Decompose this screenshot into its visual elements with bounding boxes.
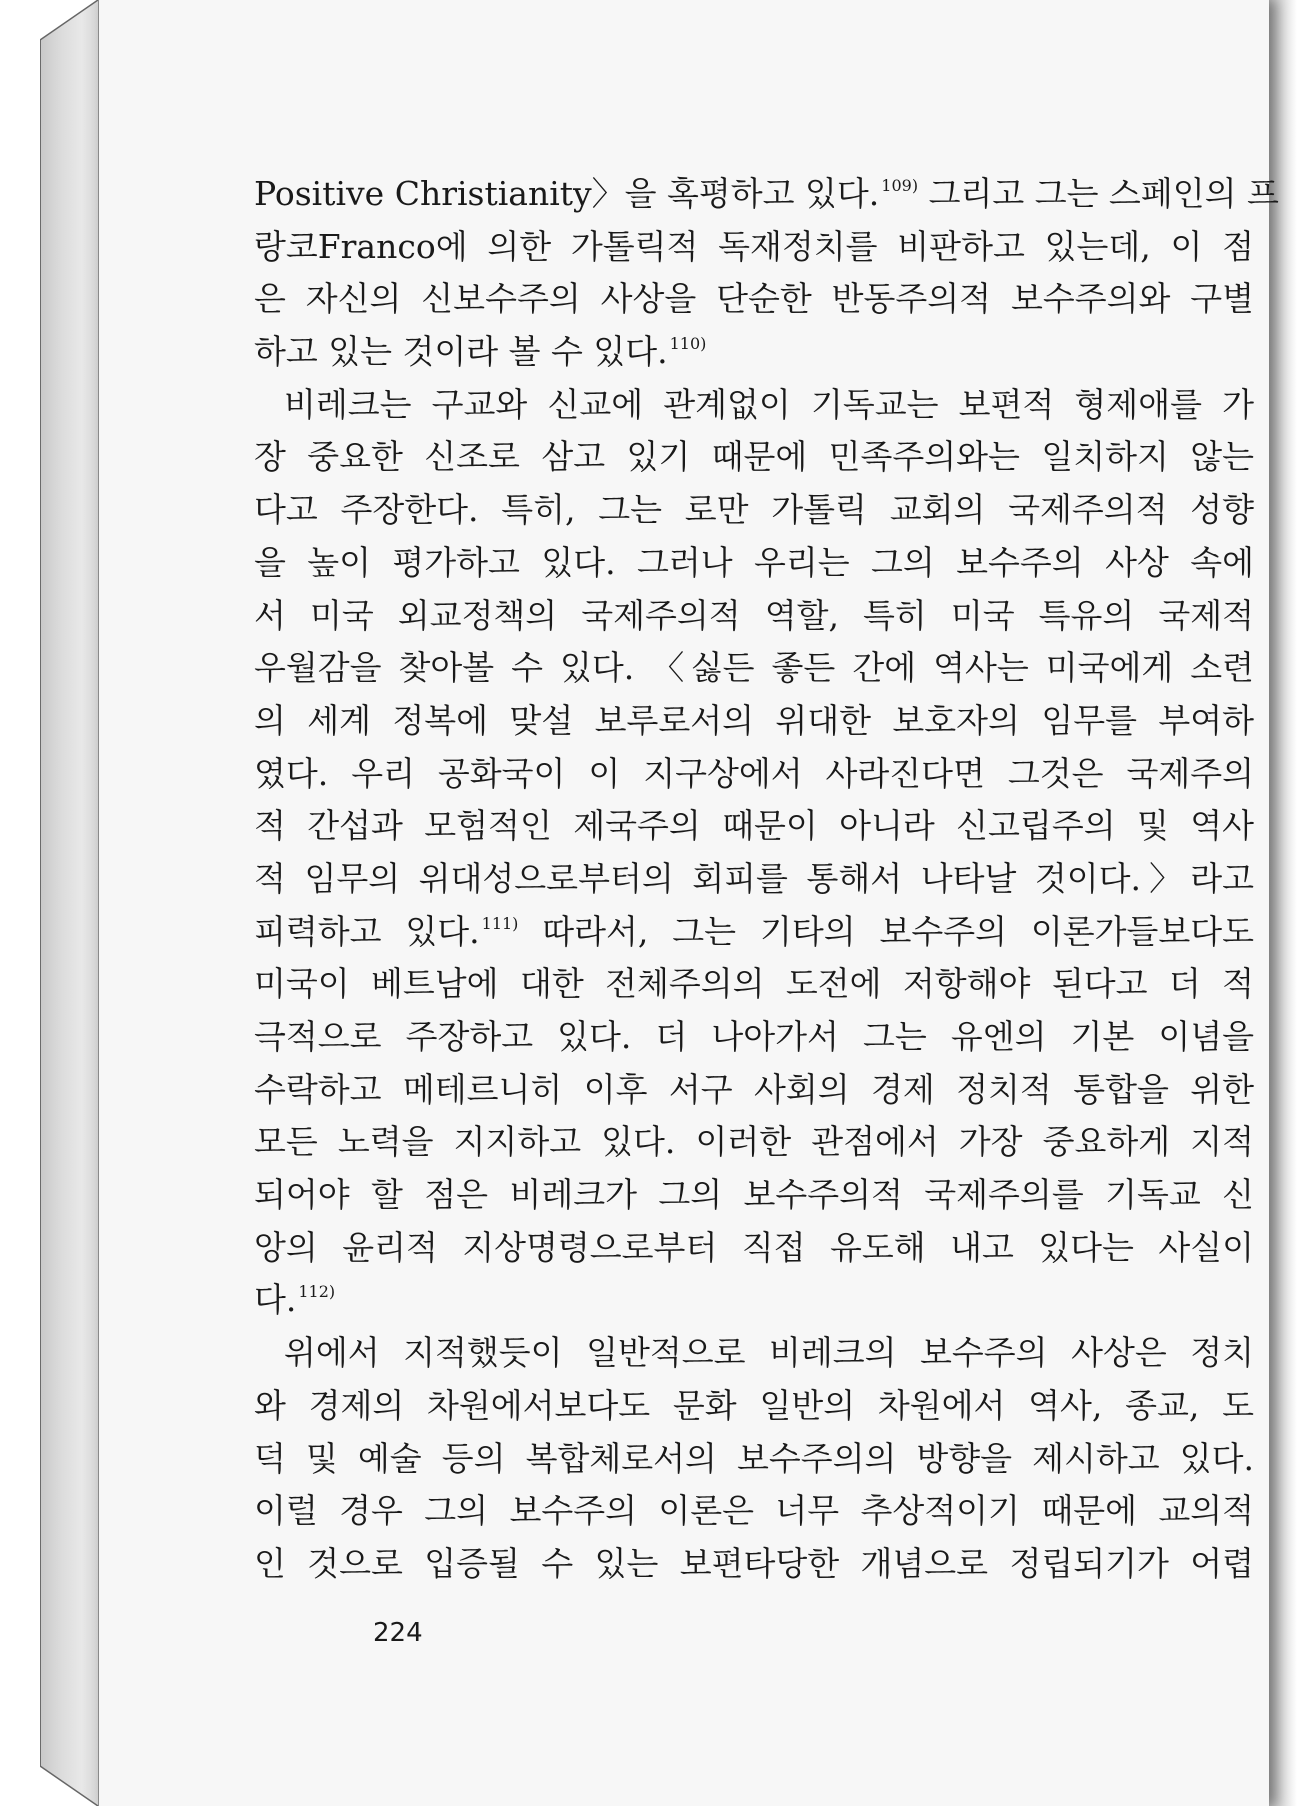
line-text: 미국이 베트남에 대한 전체주의의 도전에 저항해야 된다고 더 적	[254, 964, 1254, 1004]
book-page	[98, 0, 1279, 1806]
text-line	[254, 1222, 1254, 1275]
text-line	[254, 326, 1254, 379]
page-number: 224	[373, 1618, 423, 1648]
text-line	[254, 748, 1254, 801]
page-shadow	[1268, 0, 1297, 1806]
text-line	[254, 642, 1254, 695]
line-text: 비레크는 구교와 신교에 관계없이 기독교는 보편적 형제애를 가	[284, 384, 1254, 424]
text-line	[254, 1116, 1254, 1169]
text-line	[254, 1274, 1254, 1327]
line-text: 였다. 우리 공화국이 이 지구상에서 사라진다면 그것은 국제주의	[254, 753, 1254, 793]
line-text: 우월감을 찾아볼 수 있다. 〈싫든 좋든 간에 역사는 미국에게 소련	[254, 648, 1254, 688]
line-text: 을 높이 평가하고 있다. 그러나 우리는 그의 보수주의 사상 속에	[254, 542, 1254, 582]
text-line	[254, 1327, 1254, 1380]
text-line	[254, 484, 1254, 537]
line-text: 은 자신의 신보수주의 사상을 단순한 반동주의적 보수주의와 구별	[254, 279, 1254, 319]
footnote-ref: 111)	[481, 913, 519, 933]
line-text: 적 간섭과 모험적인 제국주의 때문이 아니라 신고립주의 및 역사	[254, 806, 1254, 846]
text-line	[254, 273, 1254, 326]
line-text-tail: 따라서, 그는 기타의 보수주의 이론가들보다도	[518, 911, 1254, 951]
text-line	[254, 1011, 1254, 1064]
footnote-ref: 112)	[298, 1282, 336, 1302]
text-line	[254, 590, 1254, 643]
line-text: 와 경제의 차원에서보다도 문화 일반의 차원에서 역사, 종교, 도	[254, 1385, 1254, 1425]
line-text: 인 것으로 입증될 수 있는 보편타당한 개념으로 정립되기가 어렵	[254, 1543, 1254, 1583]
line-text: 서 미국 외교정책의 국제주의적 역할, 특히 미국 특유의 국제적	[254, 595, 1254, 635]
line-text: 하고 있는 것이라 볼 수 있다.	[254, 332, 668, 372]
line-text: 랑코Franco에 의한 가톨릭적 독재정치를 비판하고 있는데, 이 점	[254, 226, 1254, 266]
text-line	[254, 1064, 1254, 1117]
line-text: 이럴 경우 그의 보수주의 이론은 너무 추상적이기 때문에 교의적	[254, 1491, 1254, 1531]
text-line	[254, 1538, 1254, 1591]
line-text: 다고 주장한다. 특히, 그는 로만 가톨릭 교회의 국제주의적 성향	[254, 490, 1254, 530]
footnote-ref: 110)	[669, 334, 707, 354]
line-text: 수락하고 메테르니히 이후 서구 사회의 경제 정치적 통합을 위한	[254, 1069, 1254, 1109]
text-line	[254, 431, 1254, 484]
text-line	[254, 958, 1254, 1011]
body-text	[254, 168, 1279, 1591]
line-text: 피력하고 있다.	[254, 911, 480, 951]
line-text: 되어야 할 점은 비레크가 그의 보수주의적 국제주의를 기독교 신	[254, 1175, 1254, 1215]
line-text: 모든 노력을 지지하고 있다. 이러한 관점에서 가장 중요하게 지적	[254, 1122, 1254, 1162]
text-line	[254, 1169, 1254, 1222]
text-line	[254, 1433, 1254, 1486]
text-line	[254, 379, 1254, 432]
text-line	[254, 800, 1254, 853]
text-line	[254, 853, 1254, 906]
text-line	[254, 906, 1254, 959]
text-line	[254, 221, 1254, 274]
line-text: 적 임무의 위대성으로부터의 회피를 통해서 나타날 것이다.〉라고	[254, 858, 1254, 898]
line-text: 장 중요한 신조로 삼고 있기 때문에 민족주의와는 일치하지 않는	[254, 437, 1254, 477]
line-text: Positive Christianity〉을 혹평하고 있다.	[254, 174, 880, 213]
line-text: 위에서 지적했듯이 일반적으로 비레크의 보수주의 사상은 정치	[284, 1333, 1254, 1373]
text-line	[254, 1380, 1254, 1433]
line-text: 덕 및 예술 등의 복합체로서의 보수주의의 방향을 제시하고 있다.	[254, 1438, 1254, 1478]
book-spine	[40, 0, 99, 1806]
line-text-tail: 그리고 그는 스페인의 프	[918, 174, 1279, 213]
text-line	[254, 695, 1254, 748]
text-line	[254, 1485, 1254, 1538]
text-line	[254, 537, 1254, 590]
line-text: 다.	[254, 1280, 297, 1320]
line-text: 앙의 윤리적 지상명령으로부터 직접 유도해 내고 있다는 사실이	[254, 1227, 1254, 1267]
footnote-ref: 109)	[881, 176, 919, 195]
line-text: 극적으로 주장하고 있다. 더 나아가서 그는 유엔의 기본 이념을	[254, 1017, 1254, 1056]
line-text: 의 세계 정복에 맞설 보루로서의 위대한 보호자의 임무를 부여하	[254, 700, 1254, 740]
text-line	[254, 168, 1279, 221]
